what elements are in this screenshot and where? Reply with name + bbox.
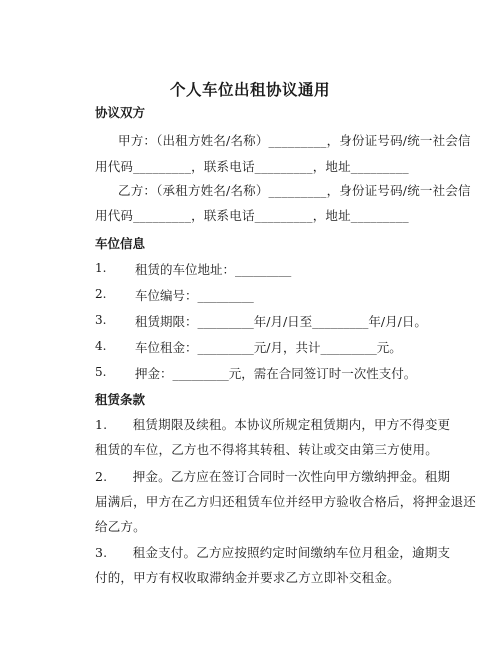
document-title: 个人车位出租协议通用 — [169, 80, 330, 99]
party-b-line-2: 用代码_________，联系电话_________，地址_________ — [95, 208, 409, 223]
term-1-line-2: 租赁的车位，乙方也不得将其转租、转让或交由第三方使用。 — [95, 442, 438, 457]
parking-item-text: 租赁的车位地址：_________ — [135, 262, 292, 277]
parking-info-heading: 车位信息 — [95, 236, 146, 251]
parking-item-number: 2. — [95, 287, 107, 301]
term-2-line-2: 届满后，甲方在乙方归还租赁车位并经甲方验收合格后，将押金退还 — [95, 494, 477, 509]
parking-item-text: 车位租金：_________元/月，共计_________元。 — [135, 340, 402, 355]
term-1-line-1: 1. 租赁期限及续租。本协议所规定租赁期内，甲方不得变更 — [95, 417, 451, 432]
term-2-line-1: 2. 押金。乙方应在签订合同时一次性向甲方缴纳押金。租期 — [95, 469, 451, 484]
parking-item-number: 4. — [95, 339, 107, 353]
party-b-line-1: 乙方：（承租方姓名/名称）_________，身份证号码/统一社会信 — [118, 183, 471, 198]
term-2-line-3: 给乙方。 — [95, 519, 146, 534]
lease-terms-heading: 租赁条款 — [95, 392, 146, 407]
parking-item-text: 租赁期限：_________年/月/日至_________年/月/日。 — [135, 314, 427, 329]
party-a-line-2: 用代码_________，联系电话_________，地址_________ — [95, 159, 409, 174]
parties-heading: 协议双方 — [95, 105, 146, 120]
term-3-line-1: 3. 租金支付。乙方应按照约定时间缴纳车位月租金，逾期支 — [95, 545, 451, 560]
term-3-line-2: 付的，甲方有权收取滞纳金并要求乙方立即补交租金。 — [95, 570, 400, 585]
parking-item-text: 车位编号：_________ — [135, 288, 254, 303]
party-a-line-1: 甲方：（出租方姓名/名称）_________，身份证号码/统一社会信 — [118, 133, 471, 148]
parking-item-number: 5. — [95, 365, 107, 379]
parking-item-number: 1. — [95, 261, 107, 275]
parking-item-text: 押金：_________元，需在合同签订时一次性支付。 — [135, 366, 417, 381]
parking-item-number: 3. — [95, 313, 107, 327]
